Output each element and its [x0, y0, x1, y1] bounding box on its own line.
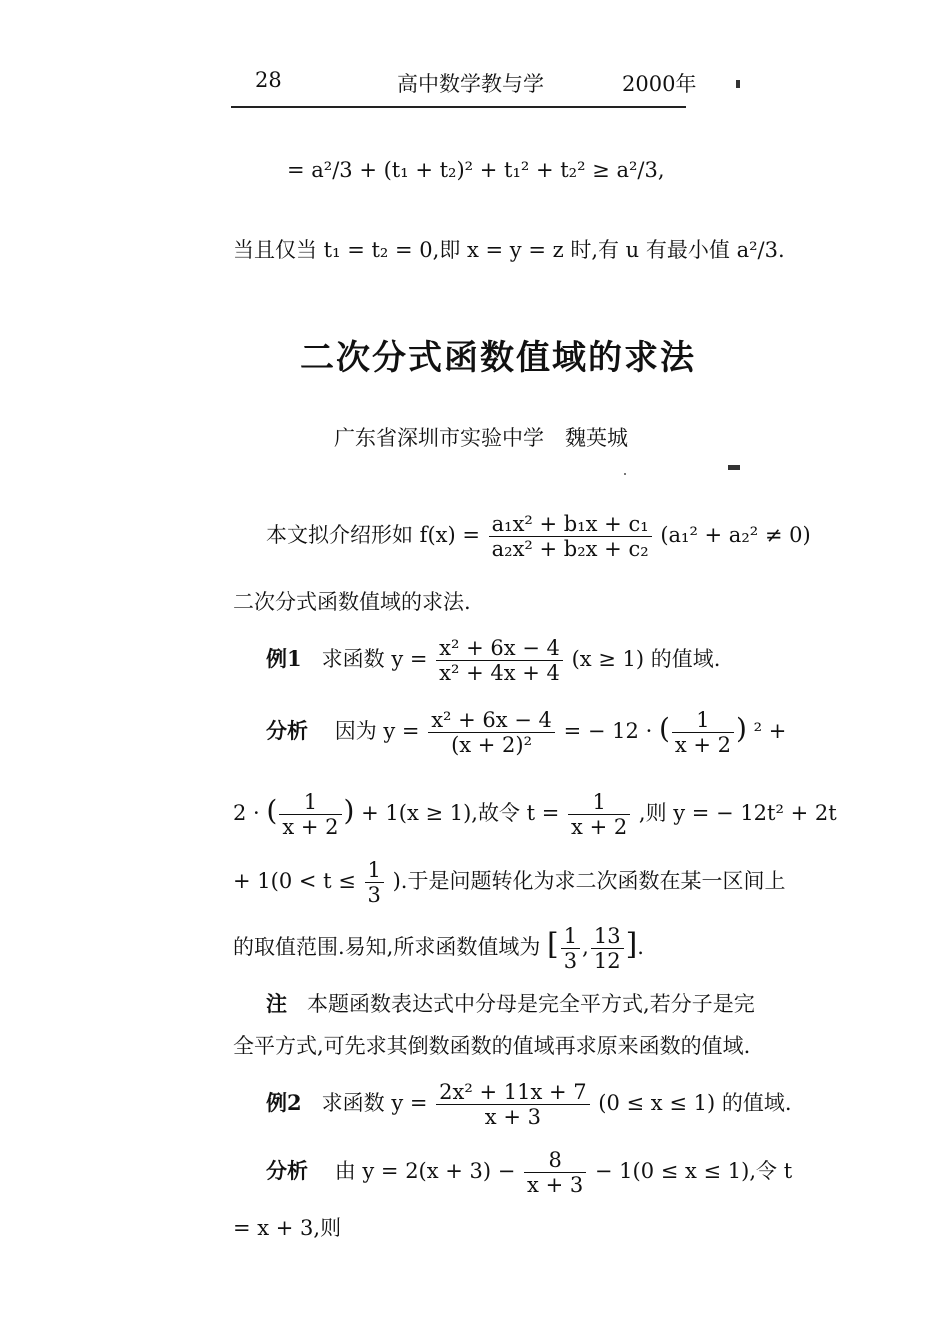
analysis-1-line-2	[233, 790, 837, 839]
example-2	[266, 1080, 792, 1129]
analysis-2-text: 由 y = 2(x + 3) −	[334, 1159, 516, 1184]
fraction-numerator: 1	[365, 858, 384, 883]
analysis-1-line-3	[233, 858, 785, 907]
continuation-line-2	[233, 234, 785, 264]
fraction-numerator: 1	[672, 708, 734, 733]
fraction-denominator: x + 2	[674, 733, 732, 758]
analysis-1-line-1	[266, 708, 786, 757]
continuation-line-1: = a²/3 + (t₁ + t₂)² + t₁² + t₂² ≥ a²/3,	[287, 158, 665, 182]
fraction-numerator: 1	[561, 924, 580, 949]
analysis-2-fraction	[524, 1148, 586, 1197]
scan-dot	[624, 473, 626, 475]
year: 2000年	[622, 72, 697, 96]
paren-right: )	[736, 712, 747, 746]
fraction-numerator: 13	[591, 924, 624, 949]
analysis-1-text: = − 12 ·	[563, 719, 653, 744]
analysis-1-fraction-d	[365, 858, 384, 907]
header-rule	[231, 106, 686, 108]
note-label: 注	[266, 991, 287, 1016]
analysis-1-fraction-t	[568, 790, 630, 839]
example-1-fraction	[436, 636, 563, 685]
author-line: 广东省深圳市实验中学 魏英城	[334, 426, 628, 450]
bracket-right: ]	[625, 927, 638, 963]
fraction-denominator: x + 3	[527, 1173, 584, 1198]
analysis-1-line-4: 的取值范围.易知,所求函数值域为 [ $\frac{1}{3}$ , $\frac{13}{12}$ ].	[233, 924, 644, 974]
scan-mark	[736, 80, 740, 88]
example-2-numerator: 2x² + 11x + 7	[436, 1080, 589, 1105]
example-2-prefix: 求函数 y =	[321, 1091, 428, 1116]
analysis-2-text: − 1(0 ≤ x ≤ 1),令 t	[594, 1159, 793, 1184]
intro-prefix: 本文拟介绍形如 f(x) =	[266, 523, 480, 548]
range-lower	[561, 924, 580, 973]
paren-left: (	[266, 794, 278, 828]
paren-right: )	[343, 794, 355, 828]
fraction-numerator: x² + 6x − 4	[428, 708, 555, 733]
note-line-1	[266, 988, 755, 1018]
bracket-left: [	[547, 927, 559, 963]
analysis-2-line-1	[266, 1148, 792, 1197]
analysis-1-fraction-c	[279, 790, 341, 839]
analysis-1-text: + 1(x ≥ 1),故令 t =	[361, 801, 560, 826]
journal-title: 高中数学教与学	[397, 72, 544, 96]
intro-numerator: a₁x² + b₁x + c₁	[489, 512, 652, 537]
example-2-denominator: x + 3	[484, 1105, 541, 1130]
note-text: 本题函数表达式中分母是完全平方式,若分子是完	[307, 992, 755, 1016]
example-2-suffix: (0 ≤ x ≤ 1) 的值域.	[598, 1091, 792, 1116]
fraction-denominator: 3	[367, 883, 381, 908]
fraction-denominator: 12	[593, 949, 621, 974]
intro-condition: (a₁² + a₂² ≠ 0)	[660, 523, 811, 548]
analysis-1-text: ,则 y = − 12t² + 2t	[638, 801, 837, 826]
analysis-1-text: + 1(0 < t ≤	[233, 869, 356, 894]
analysis-1-text: ).于是问题转化为求二次函数在某一区间上	[392, 869, 786, 894]
example-1-label: 例1	[266, 646, 302, 672]
fraction-denominator: 3	[563, 949, 578, 974]
example-2-fraction	[436, 1080, 589, 1129]
fraction-numerator: 1	[279, 790, 341, 815]
fraction-denominator: x + 2	[571, 815, 628, 840]
intro-line-2: 二次分式函数值域的求法.	[233, 590, 471, 614]
analysis-1-text: 2 ·	[233, 801, 260, 826]
analysis-1-label: 分析	[266, 718, 308, 744]
paren-left: (	[658, 712, 670, 746]
fraction-numerator: 8	[524, 1148, 586, 1173]
analysis-1-text: ² +	[753, 719, 787, 744]
example-1-prefix: 求函数 y =	[321, 647, 428, 672]
analysis-1-text: 的取值范围.易知,所求函数值域为	[233, 935, 541, 960]
scan-mark	[728, 465, 740, 470]
intro-denominator: a₂x² + b₂x + c₂	[491, 537, 649, 562]
article-title: 二次分式函数值域的求法	[300, 338, 696, 378]
fraction-denominator: (x + 2)²	[451, 733, 533, 758]
note-line-2: 全平方式,可先求其倒数函数的值域再求原来函数的值域.	[233, 1034, 751, 1058]
analysis-1-fraction-b	[672, 708, 734, 757]
example-2-label: 例2	[266, 1090, 302, 1116]
range-upper	[591, 924, 624, 973]
analysis-2-label: 分析	[266, 1158, 308, 1184]
intro-line-1	[266, 512, 811, 561]
fraction-denominator: x + 2	[282, 815, 339, 840]
analysis-1-text: 因为 y =	[334, 719, 420, 744]
example-1-numerator: x² + 6x − 4	[436, 636, 563, 661]
example-1-denominator: x² + 4x + 4	[439, 661, 560, 686]
example-1-suffix: (x ≥ 1) 的值域.	[571, 647, 721, 672]
page-number: 28	[255, 68, 282, 92]
continuation-text: 当且仅当 t₁ = t₂ = 0,即 x = y = z 时,有 u 有最小值	[233, 238, 730, 262]
intro-fraction	[489, 512, 652, 561]
analysis-1-fraction-a	[428, 708, 555, 757]
example-1	[266, 636, 720, 685]
analysis-2-line-2: = x + 3,则	[233, 1216, 342, 1240]
minimum-value: a²/3.	[736, 238, 785, 262]
fraction-numerator: 1	[568, 790, 630, 815]
